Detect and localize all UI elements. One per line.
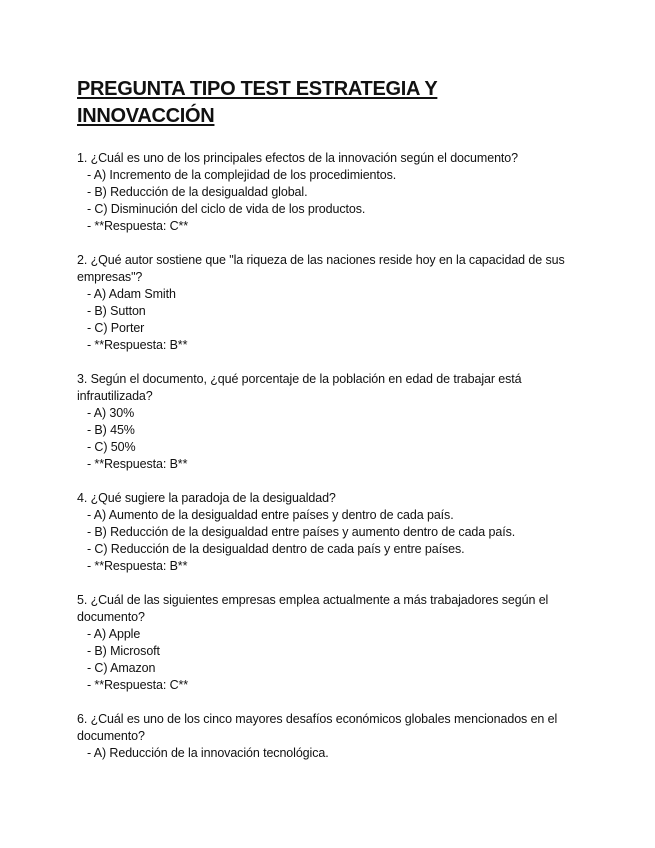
document-title bbox=[77, 76, 597, 130]
answer: - **Respuesta: B** bbox=[87, 338, 188, 352]
option-c: - C) Porter bbox=[87, 321, 145, 335]
title-line-2: INNOVACCIÓN bbox=[77, 105, 215, 127]
option-c: - C) Amazon bbox=[87, 661, 156, 675]
option-a: - A) 30% bbox=[87, 406, 135, 420]
option-a: - A) Adam Smith bbox=[87, 287, 176, 301]
question-text: 6. ¿Cuál es uno de los cinco mayores desafíos económicos globales mencionados en el documento? bbox=[77, 712, 558, 743]
question-6 bbox=[77, 711, 597, 762]
option-c: - C) 50% bbox=[87, 440, 136, 454]
option-c: - C) Disminución del ciclo de vida de los productos. bbox=[87, 202, 366, 216]
question-text: 3. Según el documento, ¿qué porcentaje de la población en edad de trabajar está infrautilizada? bbox=[77, 372, 522, 403]
question-5 bbox=[77, 592, 597, 694]
question-2 bbox=[77, 252, 597, 354]
question-4 bbox=[77, 490, 597, 575]
document-page bbox=[77, 76, 597, 779]
answer: - **Respuesta: B** bbox=[87, 457, 188, 471]
option-a: - A) Reducción de la innovación tecnológica. bbox=[87, 746, 329, 760]
question-3 bbox=[77, 371, 597, 473]
question-list bbox=[77, 150, 597, 762]
option-a: - A) Apple bbox=[87, 627, 141, 641]
option-a: - A) Incremento de la complejidad de los procedimientos. bbox=[87, 168, 397, 182]
question-text: 5. ¿Cuál de las siguientes empresas emplea actualmente a más trabajadores según el documento? bbox=[77, 593, 549, 624]
question-text: 2. ¿Qué autor sostiene que "la riqueza de las naciones reside hoy en la capacidad de sus empresas"? bbox=[77, 253, 565, 284]
option-b: - B) Reducción de la desigualdad global. bbox=[87, 185, 308, 199]
question-1 bbox=[77, 150, 597, 235]
answer: - **Respuesta: B** bbox=[87, 559, 188, 573]
question-text: 4. ¿Qué sugiere la paradoja de la desigualdad? bbox=[77, 491, 336, 505]
question-text: 1. ¿Cuál es uno de los principales efectos de la innovación según el documento? bbox=[77, 151, 518, 165]
answer: - **Respuesta: C** bbox=[87, 219, 189, 233]
title-line-1: PREGUNTA TIPO TEST ESTRATEGIA Y bbox=[77, 78, 438, 100]
option-a: - A) Aumento de la desigualdad entre países y dentro de cada país. bbox=[87, 508, 454, 522]
option-b: - B) Sutton bbox=[87, 304, 146, 318]
option-b: - B) 45% bbox=[87, 423, 135, 437]
option-b: - B) Microsoft bbox=[87, 644, 160, 658]
option-c: - C) Reducción de la desigualdad dentro de cada país y entre países. bbox=[87, 542, 465, 556]
answer: - **Respuesta: C** bbox=[87, 678, 189, 692]
option-b: - B) Reducción de la desigualdad entre países y aumento dentro de cada país. bbox=[87, 525, 516, 539]
